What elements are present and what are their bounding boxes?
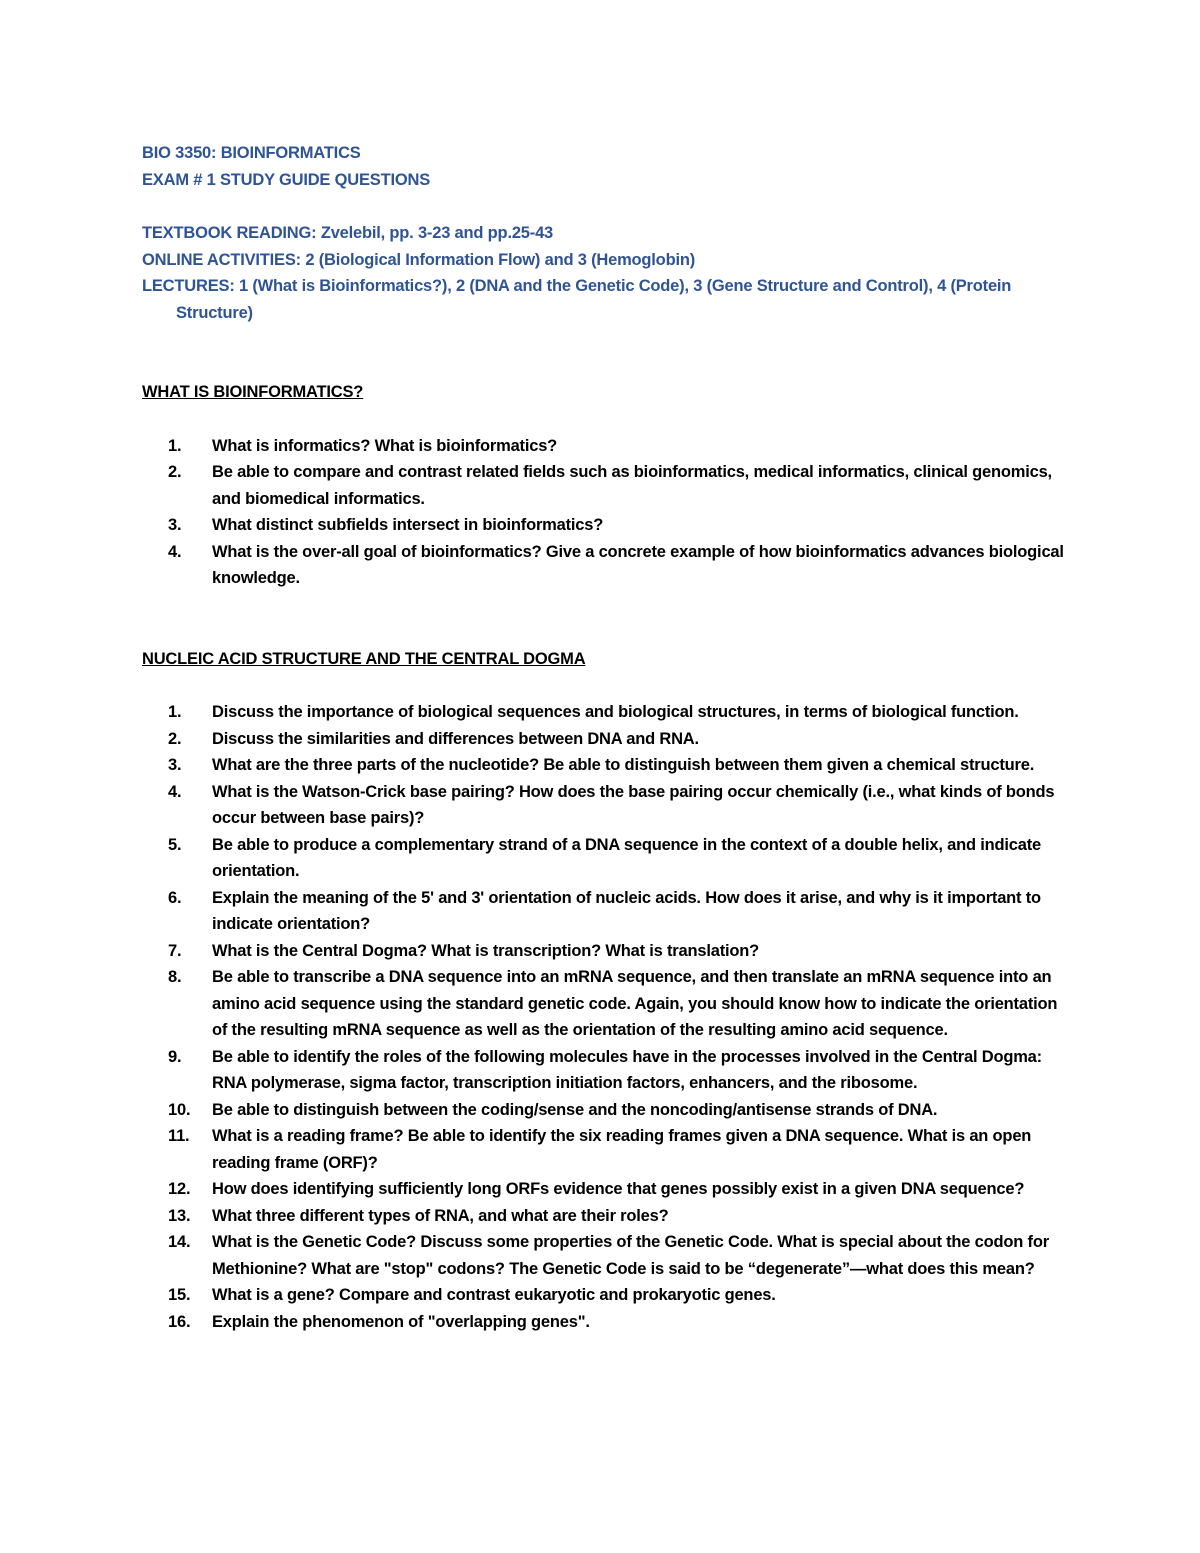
item-text: How does identifying sufficiently long ORFs evidence that genes possibly exist in a given DNA sequence? bbox=[212, 1180, 1025, 1198]
item-number: 16. bbox=[168, 1312, 191, 1331]
list-item bbox=[142, 938, 1072, 965]
item-number: 3. bbox=[168, 516, 182, 534]
course-title: BIO 3350: BIOINFORMATICS bbox=[142, 144, 361, 162]
item-text: What are the three parts of the nucleotide? Be able to distinguish between them given a chemical structure. bbox=[212, 756, 1035, 774]
item-text: Be able to distinguish between the coding/sense and the noncoding/antisense strands of DNA. bbox=[212, 1100, 938, 1119]
question-list bbox=[142, 699, 1072, 1335]
item-text: What is a gene? Compare and contrast eukaryotic and prokaryotic genes. bbox=[212, 1286, 776, 1304]
list-item bbox=[142, 459, 1072, 512]
item-text: Discuss the importance of biological sequences and biological structures, in terms of biological function. bbox=[212, 703, 1019, 721]
list-item bbox=[142, 433, 1072, 460]
item-number: 1. bbox=[168, 436, 182, 455]
item-number: 9. bbox=[168, 1047, 182, 1066]
list-item bbox=[142, 1309, 1072, 1336]
item-text: What three different types of RNA, and what are their roles? bbox=[212, 1206, 669, 1225]
item-number: 8. bbox=[168, 968, 182, 986]
item-text: Be able to compare and contrast related fields such as bioinformatics, medical informatics, clinical genomics, and biomedical informatics. bbox=[212, 463, 1052, 508]
item-number: 14. bbox=[168, 1233, 191, 1251]
item-text: What is a reading frame? Be able to identify the six reading frames given a DNA sequence. What is an open reading frame (ORF)? bbox=[212, 1127, 1032, 1172]
list-item bbox=[142, 699, 1072, 726]
list-item bbox=[142, 885, 1072, 938]
online-activities: ONLINE ACTIVITIES: 2 (Biological Information Flow) and 3 (Hemoglobin) bbox=[142, 250, 696, 269]
item-number: 4. bbox=[168, 782, 182, 801]
item-text: Discuss the similarities and differences between DNA and RNA. bbox=[212, 729, 699, 748]
list-item bbox=[142, 964, 1072, 1044]
list-item bbox=[142, 779, 1072, 832]
item-number: 12. bbox=[168, 1180, 191, 1198]
lectures: LECTURES: 1 (What is Bioinformatics?), 2 (DNA and the Genetic Code), 3 (Gene Structure and Control), 4 (Protein Structure) bbox=[142, 277, 1012, 322]
section-nucleic-acid-structure bbox=[142, 646, 1072, 1336]
item-text: What is the Watson-Crick base pairing? How does the base pairing occur chemically (i.e., what kinds of bonds occur between base pairs)? bbox=[212, 782, 1055, 827]
item-number: 15. bbox=[168, 1286, 191, 1304]
section-what-is-bioinformatics bbox=[142, 379, 1072, 592]
item-number: 2. bbox=[168, 729, 182, 748]
item-number: 3. bbox=[168, 756, 182, 774]
item-number: 4. bbox=[168, 542, 182, 561]
textbook-reading: TEXTBOOK READING: Zvelebil, pp. 3-23 and pp.25-43 bbox=[142, 224, 554, 242]
item-number: 1. bbox=[168, 703, 182, 721]
list-item bbox=[142, 1097, 1072, 1124]
item-number: 2. bbox=[168, 463, 182, 481]
exam-title: EXAM # 1 STUDY GUIDE QUESTIONS bbox=[142, 170, 431, 189]
question-list bbox=[142, 433, 1072, 592]
list-item bbox=[142, 832, 1072, 885]
list-item bbox=[142, 539, 1072, 592]
item-text: Be able to produce a complementary strand of a DNA sequence in the context of a double helix, and indicate orientation. bbox=[212, 835, 1042, 880]
item-text: What is informatics? What is bioinformatics? bbox=[212, 436, 558, 455]
list-item bbox=[142, 512, 1072, 539]
item-number: 7. bbox=[168, 941, 182, 960]
section-heading: WHAT IS BIOINFORMATICS? bbox=[142, 383, 364, 401]
section-heading: NUCLEIC ACID STRUCTURE AND THE CENTRAL DOGMA bbox=[142, 649, 586, 668]
item-text: Be able to transcribe a DNA sequence into an mRNA sequence, and then translate an mRNA sequence into an amino acid sequence using the standard genetic code. Again, you should know how to indicate the orientation of the resulting mRNA sequence as well as the orientation of the resulting amino acid sequence. bbox=[212, 968, 1058, 1039]
item-text: What is the Central Dogma? What is transcription? What is translation? bbox=[212, 941, 760, 960]
list-item bbox=[142, 1123, 1072, 1176]
item-text: What is the Genetic Code? Discuss some properties of the Genetic Code. What is special about the codon for Methionine? What are "stop" codons? The Genetic Code is said to be “degenerate”—what does this mean? bbox=[212, 1233, 1049, 1278]
item-text: Be able to identify the roles of the following molecules have in the processes involved in the Central Dogma: RNA polymerase, sigma factor, transcription initiation factors, enhancers, and the ribosome. bbox=[212, 1047, 1042, 1092]
item-number: 6. bbox=[168, 888, 182, 907]
document-page bbox=[142, 140, 1072, 1335]
list-item bbox=[142, 1176, 1072, 1203]
list-item bbox=[142, 1229, 1072, 1282]
item-text: What distinct subfields intersect in bioinformatics? bbox=[212, 516, 604, 534]
item-text: What is the over-all goal of bioinformatics? Give a concrete example of how bioinformatics advances biological knowledge. bbox=[212, 542, 1064, 587]
list-item bbox=[142, 752, 1072, 779]
list-item bbox=[142, 1282, 1072, 1309]
item-number: 10. bbox=[168, 1100, 191, 1119]
list-item bbox=[142, 1044, 1072, 1097]
item-text: Explain the phenomenon of "overlapping genes". bbox=[212, 1312, 590, 1331]
document-header bbox=[142, 140, 1072, 326]
item-number: 11. bbox=[168, 1127, 190, 1145]
item-number: 5. bbox=[168, 835, 182, 854]
item-text: Explain the meaning of the 5' and 3' orientation of nucleic acids. How does it arise, and why is it important to indicate orientation? bbox=[212, 888, 1041, 933]
list-item bbox=[142, 1203, 1072, 1230]
item-number: 13. bbox=[168, 1206, 191, 1225]
list-item bbox=[142, 726, 1072, 753]
